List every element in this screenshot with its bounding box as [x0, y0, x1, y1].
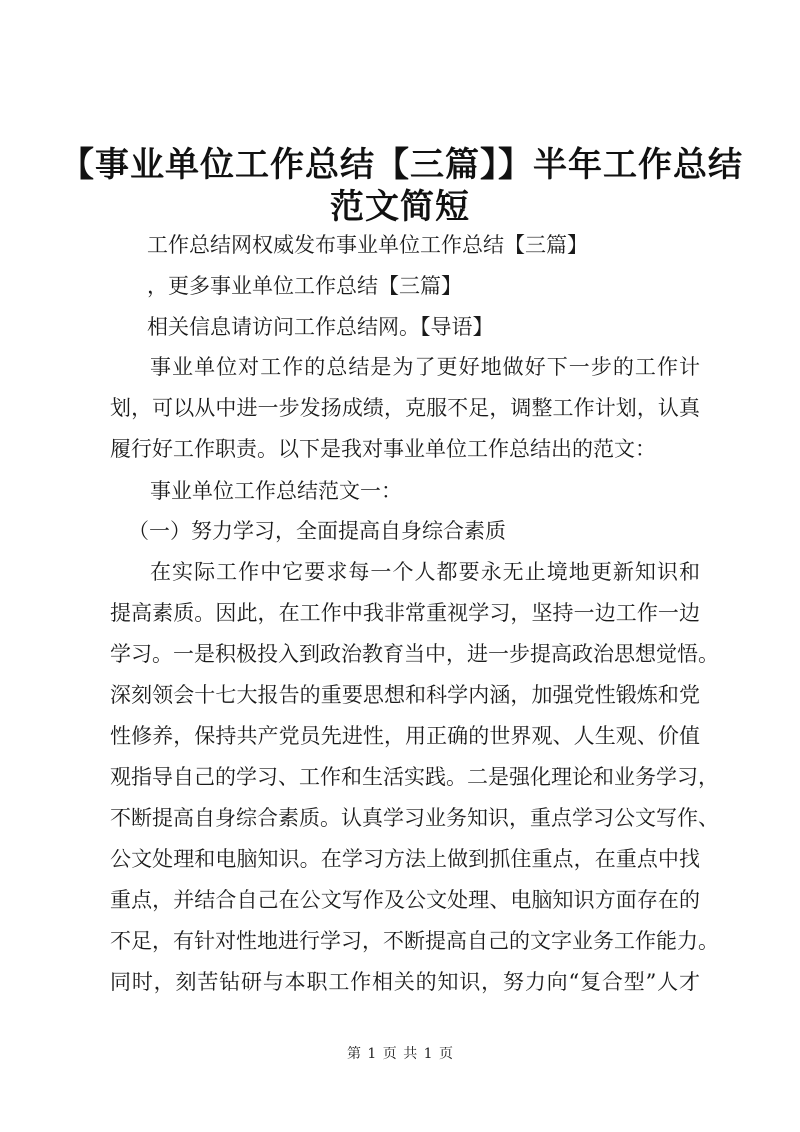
intro-line: ，更多事业单位工作总结【三篇】	[147, 274, 462, 298]
paragraph-line: 提高素质。因此，在工作中我非常重视学习，坚持一边工作一边	[110, 601, 700, 625]
intro-line: 工作总结网权威发布事业单位工作总结【三篇】	[147, 233, 588, 257]
subsection-heading: （一）努力学习，全面提高自身综合素质	[128, 519, 506, 543]
document-title-line-2: 范文简短	[330, 187, 470, 227]
paragraph-line: 公文处理和电脑知识。在学习方法上做到抓住重点，在重点中找	[110, 847, 700, 871]
paragraph-line: 深刻领会十七大报告的重要思想和科学内涵，加强党性锻炼和党	[110, 683, 700, 707]
section-heading: 事业单位工作总结范文一：	[150, 479, 402, 503]
paragraph-line: 学习。一是积极投入到政治教育当中，进一步提高政治思想觉悟。	[110, 642, 719, 666]
paragraph-line: 履行好工作职责。以下是我对事业单位工作总结出的范文：	[110, 437, 656, 461]
paragraph-line: 同时，刻苦钻研与本职工作相关的知识，努力向“复合型”人才	[110, 970, 700, 994]
paragraph-line: 观指导自己的学习、工作和生活实践。二是强化理论和业务学习，	[110, 765, 719, 789]
paragraph-line: 事业单位对工作的总结是为了更好地做好下一步的工作计	[150, 355, 700, 379]
paragraph-line: 性修养，保持共产党员先进性，用正确的世界观、人生观、价值	[110, 724, 700, 748]
paragraph-line: 不足，有针对性地进行学习，不断提高自己的文字业务工作能力。	[110, 929, 719, 953]
page-number-footer: 第 1 页 共 1 页	[346, 1046, 454, 1062]
document-title-line-1: 【事业单位工作总结【三篇】】半年工作总结	[60, 145, 743, 185]
paragraph-line: 不断提高自身综合素质。认真学习业务知识，重点学习公文写作、	[110, 806, 719, 830]
paragraph-line: 在实际工作中它要求每一个人都要永无止境地更新知识和	[150, 560, 700, 584]
intro-line: 相关信息请访问工作总结网。【导语】	[147, 315, 494, 339]
paragraph-line: 重点，并结合自己在公文写作及公文处理、电脑知识方面存在的	[110, 888, 700, 912]
paragraph-line: 划，可以从中进一步发扬成绩，克服不足，调整工作计划，认真	[110, 396, 700, 420]
